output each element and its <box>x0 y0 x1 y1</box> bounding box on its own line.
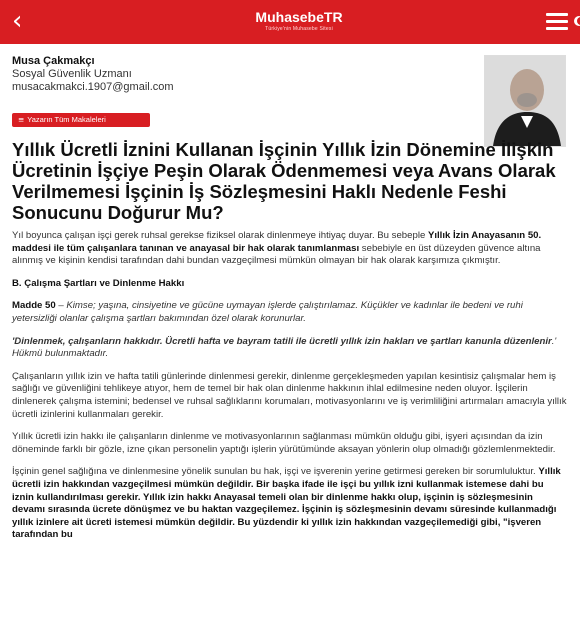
author-portrait-icon <box>485 56 565 146</box>
all-articles-button[interactable] <box>12 113 150 127</box>
article-title: Yıllık Ücretli İznini Kullanan İşçinin Yıllık İzin Dönemine İlişkin Ücretinin İşçiye Peşin Olarak Ödenmemesi veya Avans Olarak Verilmemesi İşçinin İş Sözleşmesini Haklı Nedenle Feshi Sonucunu Doğurur Mu? <box>12 139 556 223</box>
logo-wordmark <box>244 9 354 25</box>
author-title: Sosyal Güvenlik Uzmanı <box>12 68 132 80</box>
author-name[interactable]: Musa Çakmakçı <box>12 55 95 67</box>
paragraph-madde <box>12 300 568 325</box>
dinlenmek-tail: .' Hükmü bulunmaktadır. <box>12 335 557 360</box>
isci-text-bold: Yıllık ücretli izin hakkından vazgeçilmesi mümkün değildir. Bir başka ifade ile işçi bu yıllık izni kullanmak istemese dahi bu iznin kullandırılması gerekir. Yıllık izin hakkı Anayasal temeli olan bir dinlenme hakkı olup, işçinin iş sözleşmesinin devamı sırasında ücrete dönüşmez ve bu haktan vazgeçilemez. İşçinin iş sözleşmesinin devamı süresinde kullanmadığı yıllık izinlere ait ücreti istemesi mümkün değildir. Bu yüzdendir ki yıllık izin hakkından vazgeçilemediği gibi, "işveren tarafından bu <box>12 466 561 541</box>
dinlenmek-quote: 'Dinlenmek, çalışanların hakkıdır. Ücretli hafta ve bayram tatili ile ücretli yıllık izin hakları ve şartları kanunla düzenlenir <box>12 335 552 347</box>
author-info <box>12 55 452 94</box>
intro-text-a: Yıl boyunca çalışan işçi gerek ruhsal gerekse fiziksel olarak dinlenmeye ihtiyaç duyar. Bu sebeple <box>12 230 428 241</box>
logo-tagline: Türkiye'nin Muhasebe Sitesi <box>265 26 333 32</box>
back-chevron-icon[interactable]: ‹ <box>12 6 23 36</box>
logo-tr: TR <box>323 9 343 25</box>
logo-text: Muhasebe <box>255 9 324 25</box>
author-photo <box>484 55 566 147</box>
intro-text-bold: Yıllık İzin Anayasanın 50. maddesi ile tüm çalışanlara tanınan ve anayasal bir hak olarak tanımlanması <box>12 230 542 254</box>
paragraph-yillik: Yıllık ücretli izin hakkı ile çalışanların dinlenme ve motivasyonlarının sağlanması mümkün olduğu gibi, işyeri açısından da izin döneminde farklı bir gözle, izne çıkan personelin yaptığı işlerin yürütümünde aksayan yönlerin olup olmadığı gözlemlenmektedir. <box>12 431 556 455</box>
top-navbar <box>0 0 580 44</box>
paragraph-intro <box>12 230 568 268</box>
madde-dash: – <box>55 300 67 312</box>
isci-text-a: İşçinin genel sağlığına ve dinlenmesine yönelik sunulan bu hak, işçi ve işverenin yerine getirmesi gereken bir sorumluluktur. <box>12 466 539 478</box>
article-body <box>12 230 568 552</box>
author-email[interactable]: musacakmakci.1907@gmail.com <box>12 81 174 93</box>
hamburger-menu-icon[interactable] <box>546 13 568 31</box>
madde-text: Kimse; yaşına, cinsiyetine ve gücüne uymayan işlerde çalıştırılamaz. Küçükler ve kadınlar ile bedeni ve ruhi yetersizliği olanlar çalışma şartları bakımından özel olarak korunurlar. <box>12 300 523 324</box>
intro-text-c: sebebiyle en üst düzeyden güvence altına alınmış ve kişinin kendisi tarafından dahi bundan vazgeçilmesi mümkün olmayan bir hak olarak karşımıza çıkmıştır. <box>12 242 541 267</box>
madde-label: Madde 50 <box>12 300 56 312</box>
paragraph-calisanlar: Çalışanların yıllık izin ve hafta tatili günlerinde dinlenmesi gerekir, dinlenme gerçekleşmeden yapılan kesintisiz çalışmalar hem iş sağlığı ve güvenliğini tehlikeye atıyor, hem de temel bir hak olan dinlenme hakkının ihlal edilmesine neden oluyor. İşçilerin dinlenerek çalışma istemini; bedensel ve ruhsal sağlıklarını korumaları, motivasyonlarını ve iş verimliliğini artırmaları amacıyla yıllık ücretli izinlerini kullanmaları gerekir. <box>12 370 567 420</box>
section-heading: B. Çalışma Şartları ve Dinlenme Hakkı <box>12 277 185 289</box>
all-articles-label: Yazarın Tüm Makaleleri <box>27 115 106 124</box>
crescent-flag-icon <box>574 16 580 26</box>
paragraph-isci <box>12 466 568 542</box>
list-icon: ≡ <box>18 115 25 124</box>
paragraph-dinlenmek <box>12 336 568 361</box>
site-logo[interactable] <box>244 9 354 37</box>
